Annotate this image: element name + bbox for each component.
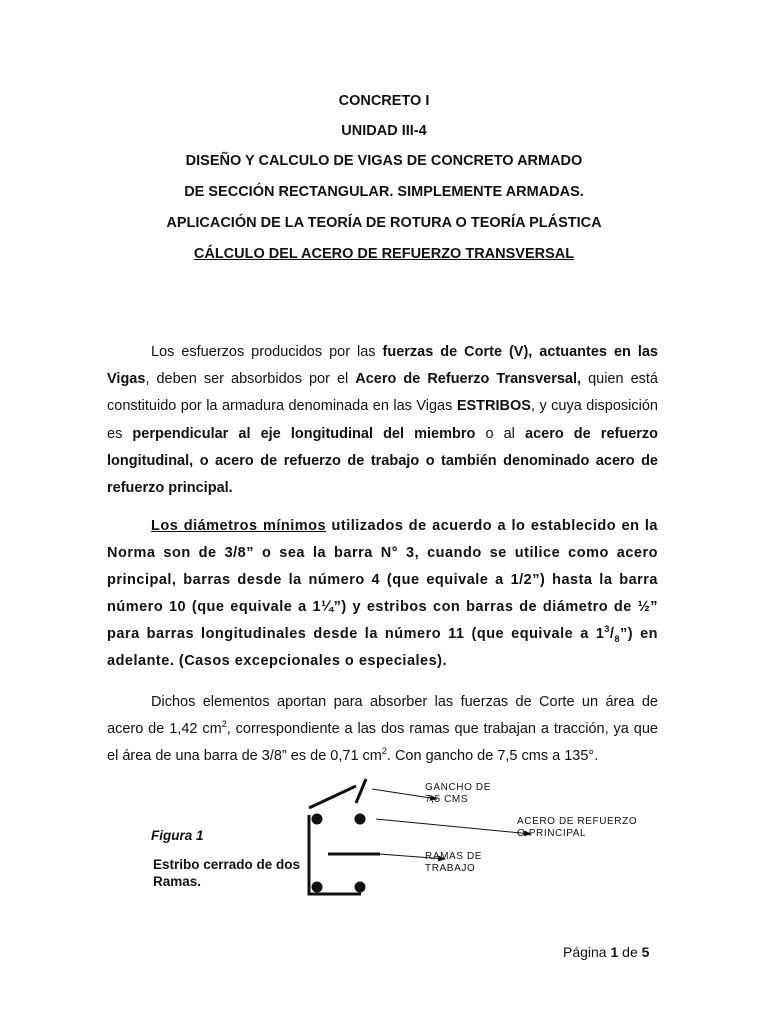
unit-title: UNIDAD III-4 [341, 123, 427, 139]
document-title-line-3: APLICACIÓN DE LA TEORÍA DE ROTURA O TEORÍA PLÁSTICA [166, 215, 602, 231]
p1-text-4: , y cuya disposición es [107, 398, 658, 442]
callout-working-branches: RAMAS DE TRABAJO [425, 851, 483, 874]
longitudinal-bar-bottom-left [312, 882, 323, 893]
p1-bold-5: acero de refuerzo longitudinal, o acero de refuerzo de trabajo o también denominado acero de refuerzo principal. [107, 425, 659, 497]
p1-text-5: o al [475, 425, 525, 442]
longitudinal-arrow [376, 819, 531, 834]
p2-fraction-slash: / [609, 626, 615, 642]
callout-longitudinal-steel: ACERO DE REFUERZO O PRINCIPAL [517, 816, 638, 839]
p1-bold-1: fuerzas de Corte (V), actuantes en las Vigas [107, 344, 658, 388]
p2-underlined: Los diámetros mínimos [151, 518, 327, 534]
p2-fraction-numerator: 3 [604, 624, 610, 635]
document-title-line-1: DISEÑO Y CALCULO DE VIGAS DE CONCRETO ARMADO [185, 153, 583, 169]
p1-text-3: quien está constituido por la armadura denominada en las Vigas [107, 371, 658, 415]
callout-hook: GANCHO DE 7,5 CMS [425, 782, 491, 805]
longitudinal-bar-top-left [312, 814, 323, 825]
longitudinal-bar-bottom-right [355, 882, 366, 893]
page-number [563, 943, 649, 961]
course-title: CONCRETO I [338, 93, 430, 109]
page-word: Página [563, 944, 607, 960]
p1-bold-3: ESTRIBOS [456, 398, 531, 415]
p3-text-1: Dichos elementos aportan para absorber las fuerzas de Corte un área de acero de 1,42 cm [107, 694, 658, 737]
p3-superscript-1: 2 [221, 719, 227, 730]
longitudinal-bar-top-right [355, 814, 366, 825]
document-title-line-2: DE SECCIÓN RECTANGULAR. SIMPLEMENTE ARMADAS. [184, 184, 584, 200]
p3-superscript-2: 2 [381, 746, 387, 757]
figure-caption: Estribo cerrado de dos Ramas. [153, 857, 301, 889]
stirrup-outline [309, 779, 366, 894]
of-word: de [622, 944, 638, 960]
p1-bold-4: perpendicular al eje longitudinal del miembro [132, 425, 476, 442]
p3-text-3: . Con gancho de 7,5 cms a 135°. [386, 748, 599, 764]
p2-bold-1: utilizados de acuerdo a lo establecido en la Norma son de 3/8” o sea la barra N° 3, cuando se utilice como acero principal, barras desde la número 4 (que equivale a 1/2”) hasta la barra número 10 (que equivale a 1¼”) y estribos con barras de diámetro de ½” para barras longitudinales desde la número 11 (que equivale a 1 [107, 518, 658, 642]
page-current: 1 [610, 944, 619, 960]
p2-fraction-denominator: 8 [614, 633, 620, 644]
p2-bold-2: ”) en adelante. (Casos excepcionales o especiales). [107, 626, 659, 669]
p1-text-1: Los esfuerzos producidos por las [151, 344, 383, 360]
figure-title: Figura 1 [151, 828, 204, 843]
p3-text-2: , correspondiente a las dos ramas que trabajan a tracción, ya que el área de una barra de 3/8” es de 0,71 cm [107, 721, 658, 764]
section-subtitle: CÁLCULO DEL ACERO DE REFUERZO TRANSVERSAL [193, 246, 575, 262]
page-total: 5 [641, 944, 650, 960]
p1-bold-2: Acero de Refuerzo Transversal, [355, 371, 582, 388]
p1-text-2: , deben ser absorbidos por el [145, 371, 356, 388]
